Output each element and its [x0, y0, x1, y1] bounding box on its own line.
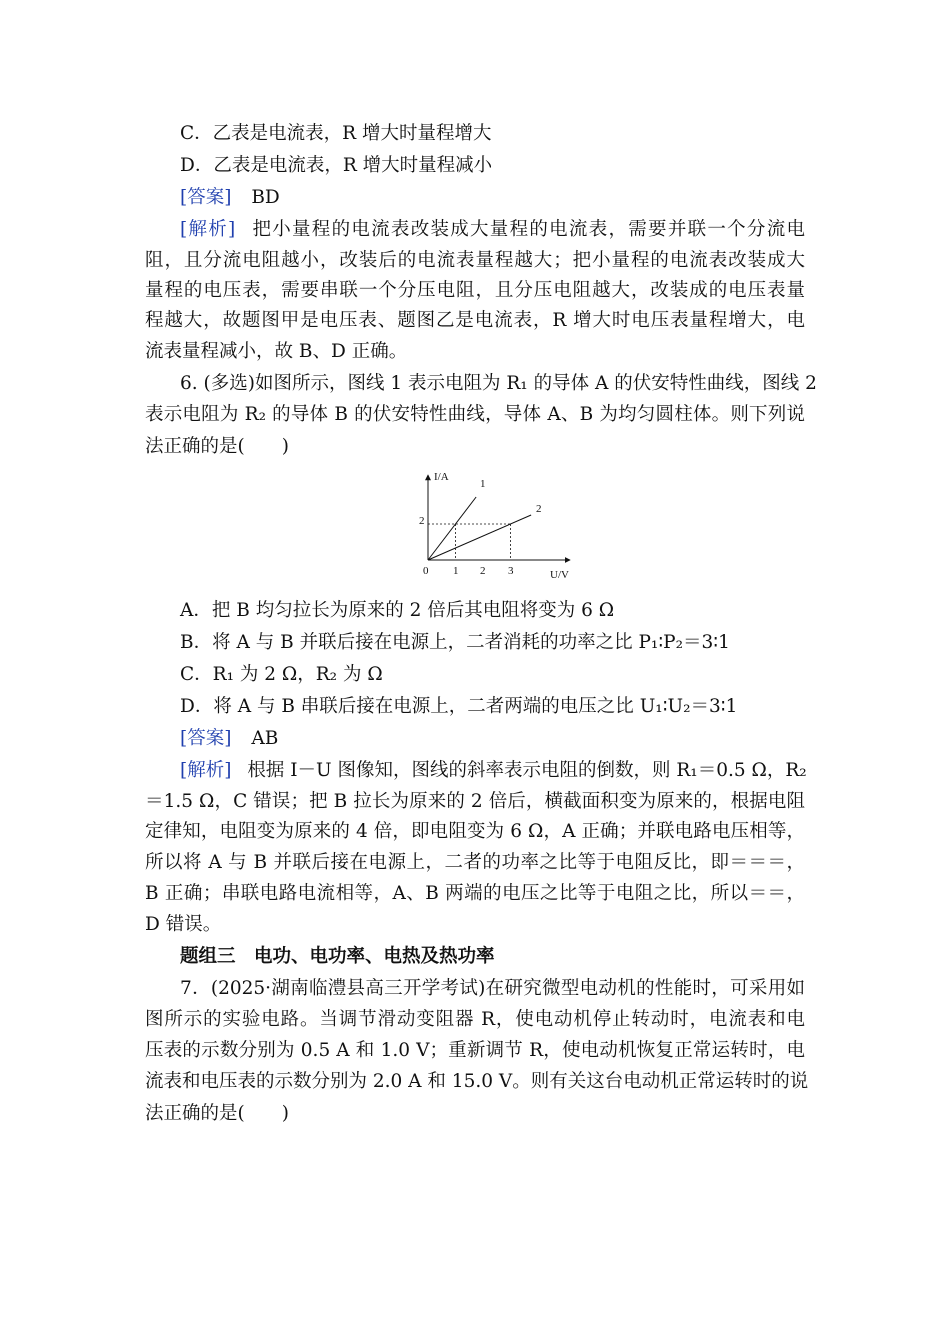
- answer-tag: [答案]: [180, 728, 232, 749]
- section-heading: 题组三 电功、电功率、电热及热功率: [180, 946, 495, 967]
- analysis-tag: [解析]: [180, 760, 232, 781]
- answer-value: BD: [251, 187, 280, 208]
- q6-option-d: D．将 A 与 B 串联后接在电源上，二者两端的电压之比 U₁∶U₂＝3∶1: [180, 696, 738, 717]
- q5-option-c: C．乙表是电流表，R 增大时量程增大: [180, 123, 492, 144]
- series-group: [428, 497, 531, 560]
- origin-label: 0: [423, 565, 429, 577]
- q6-option-c: C．R₁ 为 2 Ω，R₂ 为 Ω: [180, 664, 383, 685]
- q6-analysis-line-6: D 错误。: [145, 914, 222, 935]
- q7-stem-line-1: 7．(2025·湖南临澧县高三开学考试)在研究微型电动机的性能时，可采用如: [180, 978, 805, 999]
- q5-analysis-line-2: 阻，且分流电阻越小，改装后的电流表量程越大；把小量程的电流表改装成大: [145, 250, 805, 271]
- answer-tag: [答案]: [180, 187, 232, 208]
- answer-value: AB: [251, 728, 279, 749]
- q6-answer-line: [180, 726, 278, 752]
- series-line-2: [428, 515, 531, 560]
- x-tick-1: 1: [453, 565, 459, 577]
- q6-stem-line-2: 表示电阻为 R₂ 的导体 B 的伏安特性曲线，导体 A、B 为均匀圆柱体。则下列说: [145, 404, 805, 425]
- iu-graph: [410, 470, 580, 585]
- q6-analysis-line-4: 所以将 A 与 B 并联后接在电源上，二者的功率之比等于电阻反比，即＝＝＝，: [145, 852, 805, 873]
- x-tick-2: 2: [480, 565, 486, 577]
- line-1-label: 1: [480, 478, 486, 490]
- line-2-label: 2: [536, 503, 542, 515]
- analysis-tag: [解析]: [180, 219, 236, 240]
- q6-analysis-line-2: ＝1.5 Ω，C 错误；把 B 拉长为原来的 2 倍后，横截面积变为原来的，根据电阻: [145, 791, 805, 812]
- q6-stem-line-3: 法正确的是( ): [145, 436, 289, 457]
- series-line-1: [428, 497, 476, 560]
- q7-stem-line-5: 法正确的是( ): [145, 1103, 289, 1124]
- x-axis-label: U/V: [550, 569, 569, 581]
- q5-analysis-line-5: 流表量程减小，故 B、D 正确。: [145, 341, 408, 362]
- q5-analysis-line-3: 量程的电压表，需要串联一个分压电阻，且分压电阻越大，改装成的电压表量: [145, 280, 805, 301]
- q6-stem-line-1: 6. (多选)如图所示，图线 1 表示电阻为 R₁ 的导体 A 的伏安特性曲线，图线 2: [180, 373, 817, 394]
- q5-option-d: D．乙表是电流表，R 增大时量程减小: [180, 155, 493, 176]
- q5-analysis-line-4: 程越大，故题图甲是电压表、题图乙是电流表，R 增大时电压表量程增大，电: [145, 310, 805, 331]
- q7-stem-line-4: 流表和电压表的示数分别为 2.0 A 和 15.0 V。则有关这台电动机正常运转时的说: [145, 1071, 809, 1092]
- q6-option-a: A．把 B 均匀拉长为原来的 2 倍后其电阻将变为 6 Ω: [180, 600, 615, 621]
- q6-analysis-line-5: B 正确；串联电路电流相等，A、B 两端的电压之比等于电阻之比，所以＝＝，: [145, 883, 805, 904]
- q5-analysis-line-1: [解析] 把小量程的电流表改装成大量程的电流表，需要并联一个分流电: [180, 219, 805, 240]
- q7-stem-line-2: 图所示的实验电路。当调节滑动变阻器 R，使电动机停止转动时，电流表和电: [145, 1009, 805, 1030]
- y-axis-label: I/A: [434, 471, 449, 483]
- q6-analysis-line-3: 定律知，电阻变为原来的 4 倍，即电阻变为 6 Ω，A 正确；并联电路电压相等，: [145, 821, 805, 842]
- x-tick-3: 3: [508, 565, 514, 577]
- q7-stem-line-3: 压表的示数分别为 0.5 A 和 1.0 V；重新调节 R，使电动机恢复正常运转时，电: [145, 1040, 805, 1061]
- q5-answer-line: [180, 185, 280, 211]
- q6-analysis-line-1: [解析] 根据 I－U 图像知，图线的斜率表示电阻的倒数，则 R₁＝0.5 Ω，R₂: [180, 760, 807, 781]
- q6-option-b: B．将 A 与 B 并联后接在电源上，二者消耗的功率之比 P₁∶P₂＝3∶1: [180, 632, 730, 653]
- y-tick-2: 2: [419, 515, 425, 527]
